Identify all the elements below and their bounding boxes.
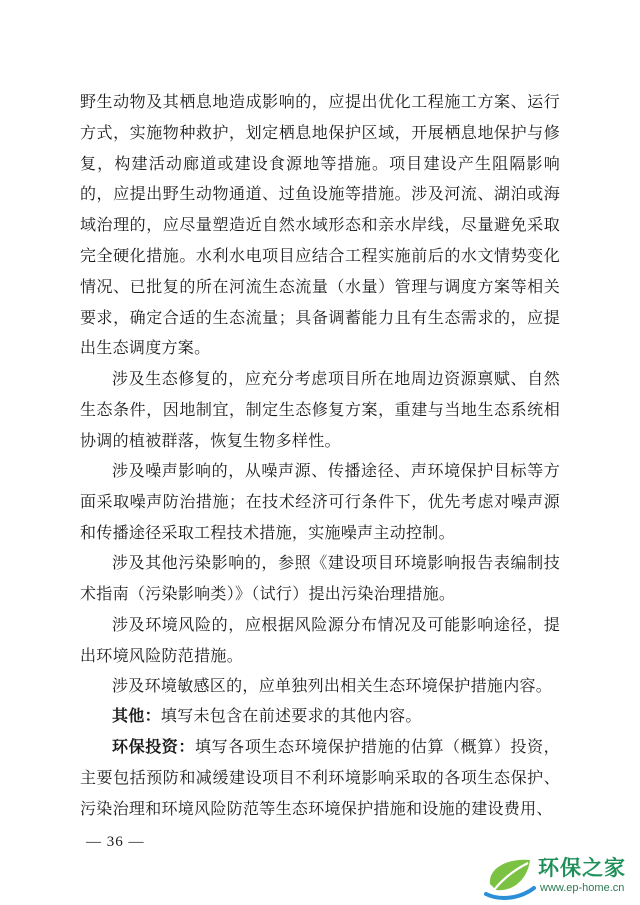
watermark-url: www.ep-home.cn [540, 882, 625, 894]
leaf-logo-icon [484, 854, 536, 902]
paragraph-noise [80, 456, 560, 548]
paragraph-ecology-measures [80, 87, 560, 364]
watermark-name: 环保之家 [538, 856, 626, 880]
paragraph-text: 涉及其他污染影响的，参照《建设项目环境影响报告表编制技术指南（污染影响类）》（试行）提出污染治理措施。 [80, 553, 560, 603]
paragraph-text: 填写未包含在前述要求的其他内容。 [160, 706, 422, 725]
paragraph-lead: 环保投资： [112, 737, 196, 756]
paragraph-sensitive-area [80, 671, 560, 702]
paragraph-env-risk [80, 610, 560, 672]
paragraph-text: 涉及环境风险的，应根据风险源分布情况及可能影响途径，提出环境风险防范措施。 [80, 615, 560, 665]
page-number: — 36 — [86, 834, 145, 850]
paragraph-text: 涉及噪声影响的，从噪声源、传播途径、声环境保护目标等方面采取噪声防治措施；在技术经济可行条件下，优先考虑对噪声源和传播途径采取工程技术措施，实施噪声主动控制。 [80, 461, 560, 542]
paragraph-other-pollution [80, 548, 560, 610]
paragraph-lead: 其他： [112, 706, 161, 725]
paragraph-text: 涉及生态修复的，应充分考虑项目所在地周边资源禀赋、自然生态条件，因地制宜，制定生态修复方案，重建与当地生态系统相协调的植被群落，恢复生物多样性。 [80, 369, 560, 450]
paragraph-text: 填写各项生态环境保护措施的估算（概算）投资，主要包括预防和减缓建设项目不利环境影响采取的各项生态保护、污染治理和环境风险防范等生态环境保护措施和设施的建设费用、 [80, 737, 560, 818]
paragraph-other [80, 701, 560, 732]
watermark-logo [484, 852, 640, 904]
paragraph-eco-restoration [80, 364, 560, 456]
paragraph-env-investment [80, 732, 560, 824]
paragraph-text: 涉及环境敏感区的，应单独列出相关生态环境保护措施内容。 [112, 676, 553, 695]
paragraph-text: 野生动物及其栖息地造成影响的，应提出优化工程施工方案、运行方式，实施物种救护，划定栖息地保护区域，开展栖息地保护与修复，构建活动廊道或建设食源地等措施。项目建设产生阻隔影响的，应提出野生动物通道、过鱼设施等措施。涉及河流、湖泊或海域治理的，应尽量塑造近自然水域形态和亲水岸线，尽量避免采取完全硬化措施。水利水电项目应结合工程实施前后的水文情势变化情况、已批复的所在河流生态流量（水量）管理与调度方案等相关要求，确定合适的生态流量；具备调蓄能力且有生态需求的，应提出生态调度方案。 [80, 92, 560, 358]
